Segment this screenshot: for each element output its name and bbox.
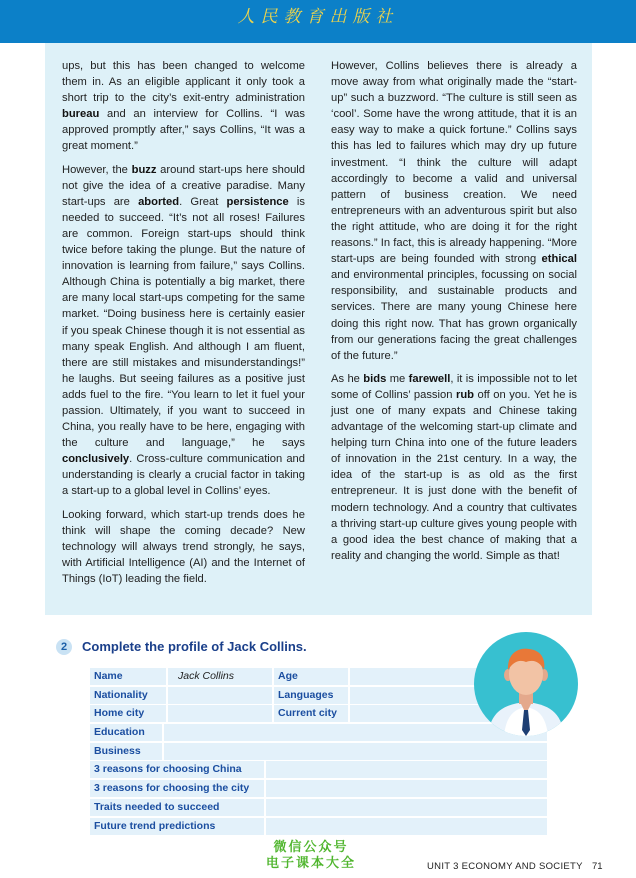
publisher-logo: 人民教育出版社 (237, 7, 399, 27)
text-run: Looking forward, which start-up trends does he think will shape the coming decade? New technology will always trend strongly, he says, with Artificial Intelligence (AI) and the Internet of Things (IoT) leading the field. (62, 508, 305, 585)
text-run: ups, but this has been changed to welcome them in. As an eligible applicant it only took a short trip to the city’s exit-entry administration (62, 60, 305, 105)
profile-answer-cell[interactable] (164, 743, 547, 760)
vocab-word: aborted (138, 195, 180, 208)
text-run: . Cross-culture communication and understanding is clearly a crucial factor in taking a start-up to a global level in Collins’ eyes. (62, 453, 305, 498)
reading-column-left (62, 58, 305, 594)
profile-field-label: Future trend predictions (90, 818, 264, 835)
text-run: and an interview for Collins. “I was approved promptly after,” says Collins, “It was a great moment.” (62, 108, 305, 153)
profile-field-label: Traits needed to succeed (90, 799, 264, 816)
profile-answer-cell[interactable] (168, 687, 272, 704)
vocab-word: persistence (226, 195, 289, 208)
text-run: However, the (62, 163, 132, 176)
text-run: is needed to succeed. “It’s not all roses! Failures are common. Foreign start-ups should think twice before taking the plunge. But the nature of innovation is learning from failure,” says Collins. Although China is potentially a big market, there are many local start-ups competing for the same market. “Doing business here is certainly easier if you speak Chinese though it is not essential as many speak English. And although I am fluent, there are still mistakes and misunderstandings!” he laughs. But seeing failures as a positive just adds fuel to the fire. “You learn to let it fuel your passion. Ultimately, if you want to succeed in China, you really have to be here, engaging with the culture and language,” he says (62, 195, 305, 450)
vocab-word: buzz (131, 163, 157, 176)
watermark-line2: 电子课本大全 (266, 855, 357, 870)
vocab-word: bureau (62, 108, 100, 121)
table-row (90, 818, 547, 835)
vocab-word: bids (363, 372, 387, 385)
text-run: me (386, 372, 409, 385)
paragraph (62, 58, 305, 155)
reading-column-right (331, 58, 577, 571)
profile-field-label: Nationality (90, 687, 166, 704)
profile-field-label: Languages (274, 687, 348, 704)
profile-field-label: 3 reasons for choosing China (90, 761, 264, 778)
page-number: 71 (592, 861, 603, 872)
profile-field-label: Name (90, 668, 166, 685)
text-run: However, Collins believes there is already a move away from what originally made the “start-up” such a buzzword. “The culture is still seen as ‘cool’. Some have the wrong attitude, that it is an easy way to make a quick fortune.” Collins says this has led to failures which may dry up future investment. “I think the culture will adapt accordingly to become a valid and universal pattern of business creation. We need entrepreneurs with an adventurous spirit but also the right attitude, who are doing it for the right reasons.” In fact, this is already happening. “More start-ups are being founded with strong (331, 60, 577, 266)
profile-field-label: Education (90, 724, 162, 741)
paragraph (331, 58, 577, 364)
profile-field-label: Home city (90, 705, 166, 722)
paragraph (331, 371, 577, 564)
watermark-line1: 微信公众号 (273, 839, 349, 854)
header-bar (0, 0, 636, 43)
vocab-word: farewell (408, 372, 451, 385)
exercise-instruction: Complete the profile of Jack Collins. (82, 639, 307, 654)
text-run: around start-ups here should not give the idea of a creative paradise. Many start-ups are (62, 163, 306, 208)
table-row (90, 761, 547, 778)
table-row (90, 799, 547, 816)
paragraph (62, 507, 305, 587)
man-avatar-icon (474, 632, 578, 736)
vocab-word: rub (455, 388, 474, 401)
profile-field-label: Age (274, 668, 348, 685)
paragraph (62, 162, 305, 500)
text-run: . Great (179, 195, 227, 208)
profile-field-label: 3 reasons for choosing the city (90, 780, 264, 797)
profile-field-label: Current city (274, 705, 348, 722)
vocab-word: ethical (541, 253, 577, 266)
profile-answer-cell[interactable] (266, 799, 547, 816)
profile-answer-cell[interactable]: Jack Collins (168, 668, 272, 685)
table-row (90, 780, 547, 797)
text-run: off on you. Yet he is just one of many expats and Chinese taking advantage of the welcoming start-up climate and helping turn China into one of the future leaders of innovation in the 21st century. In a way, the idea of the start-up is as old as the first entrepreneur. It is just done with the benefit of modern technology. And a country that cultivates a thriving start-up culture gives young people with a good idea the best chance of making that a reality and changing the world. Simple as that! (331, 388, 578, 562)
profile-answer-cell[interactable] (266, 761, 547, 778)
watermark (266, 839, 356, 871)
profile-answer-cell[interactable] (168, 705, 272, 722)
exercise-number: 2 (56, 639, 72, 655)
unit-label: UNIT 3 ECONOMY AND SOCIETY (427, 861, 583, 872)
text-run: and environmental principles, focussing on social responsibility, and sustainable products and services. There are many young Chinese here doing this right now. That has grown organically from our generations facing the great challenges of the future.” (331, 269, 577, 362)
text-run: As he (331, 372, 364, 385)
profile-field-label: Business (90, 743, 162, 760)
text-run: , it is impossible not to let some of Collins’ passion (331, 372, 578, 401)
vocab-word: conclusively (62, 453, 130, 466)
profile-answer-cell[interactable] (266, 818, 547, 835)
profile-answer-cell[interactable] (266, 780, 547, 797)
table-row (90, 743, 547, 760)
